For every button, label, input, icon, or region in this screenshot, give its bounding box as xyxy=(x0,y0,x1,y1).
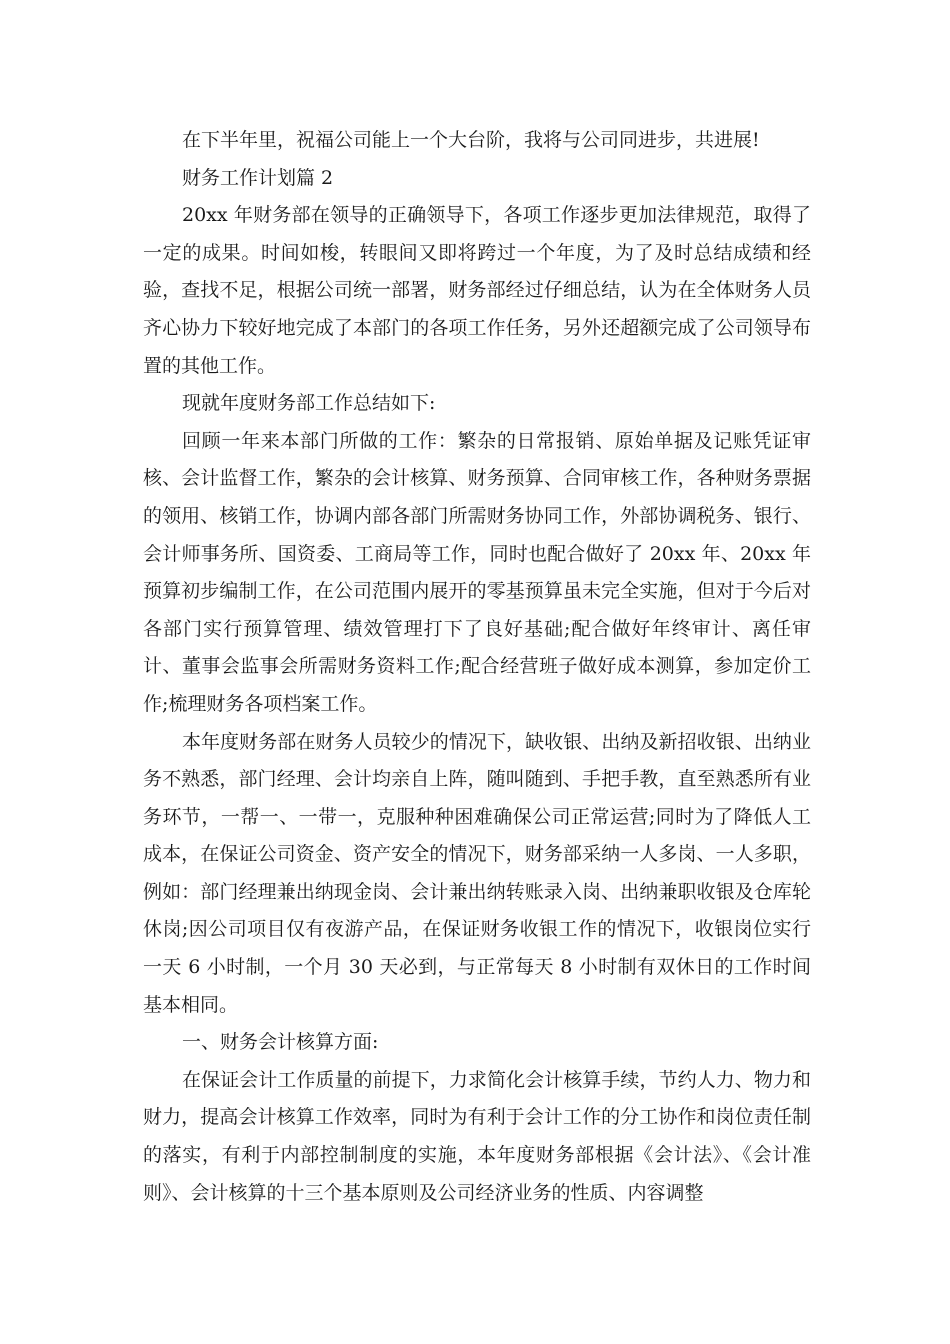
closing-paragraph: 在下半年里，祝福公司能上一个大台阶，我将与公司同进步，共进展! xyxy=(182,129,760,151)
section-title: 财务工作计划篇 2 xyxy=(182,166,334,189)
document-body xyxy=(143,122,811,1212)
summary-intro: 现就年度财务部工作总结如下: xyxy=(182,392,436,415)
subsection-heading: 一、财务会计核算方面: xyxy=(182,1031,379,1054)
body-paragraph: 本年度财务部在财务人员较少的情况下，缺收银、出纳及新招收银、出纳业务不熟悉，部门经理、会计均亲自上阵，随叫随到、手把手教，直至熟悉所有业务环节，一帮一、一带一，克服种种困难确保公司正常运营;同时为了降低人工成本，在保证公司资金、资产安全的情况下，财务部采纳一人多岗、一人多职，例如：部门经理兼出纳现金岗、会计兼出纳转账录入岗、出纳兼职收银及仓库轮休岗;因公司项目仅有夜游产品，在保证财务收银工作的情况下，收银岗位实行一天 6 小时制，一个月 30 天必到，与正常每天 8 小时制有双休日的工作时间基本相同。 xyxy=(143,730,811,1016)
body-paragraph: 回顾一年来本部门所做的工作：繁杂的日常报销、原始单据及记账凭证审核、会计监督工作，繁杂的会计核算、财务预算、合同审核工作，各种财务票据的领用、核销工作，协调内部各部门所需财务协同工作，外部协调税务、银行、会计师事务所、国资委、工商局等工作，同时也配合做好了 20xx 年、20xx 年预算初步编制工作，在公司范围内展开的零基预算虽未完全实施，但对于今后对各部门实行预算管理、绩效管理打下了良好基础;配合做好年终审计、离任审计、董事会监事会所需财务资料工作;配合经营班子做好成本测算，参加定价工作;梳理财务各项档案工作。 xyxy=(143,429,811,715)
body-paragraph: 在保证会计工作质量的前提下，力求简化会计核算手续，节约人力、物力和财力，提高会计核算工作效率，同时为有利于会计工作的分工协作和岗位责任制的落实，有利于内部控制制度的实施，本年度财务部根据《会计法》、《会计准则》、会计核算的十三个基本原则及公司经济业务的性质、内容调整 xyxy=(143,1068,811,1204)
body-paragraph: 20xx 年财务部在领导的正确领导下，各项工作逐步更加法律规范，取得了一定的成果。时间如梭，转眼间又即将跨过一个年度，为了及时总结成绩和经验，查找不足，根据公司统一部署，财务部经过仔细总结，认为在全体财务人员齐心协力下较好地完成了本部门的各项工作任务，另外还超额完成了公司领导布置的其他工作。 xyxy=(143,204,811,377)
